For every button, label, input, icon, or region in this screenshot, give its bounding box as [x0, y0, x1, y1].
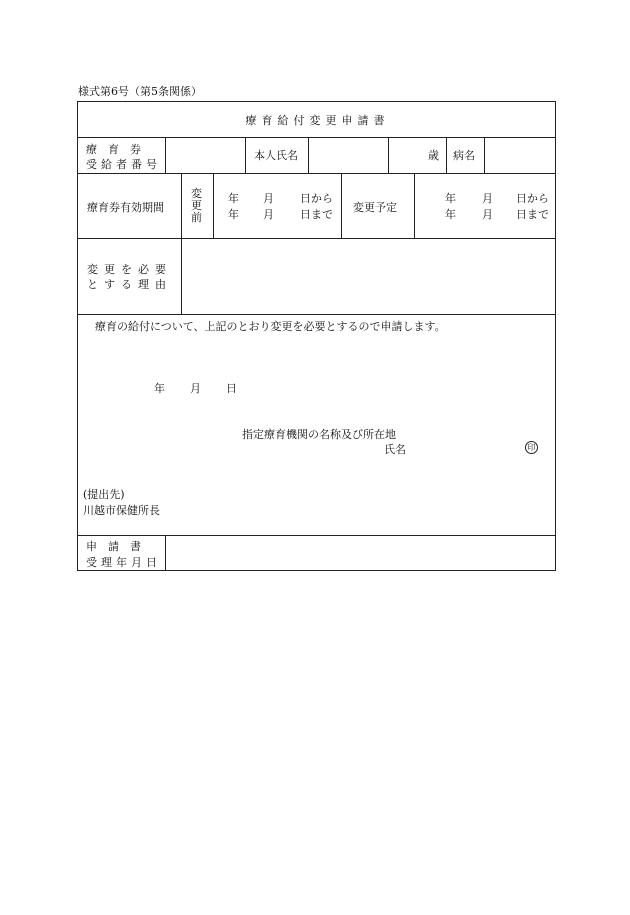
- after-to-day: 日まで: [516, 208, 549, 221]
- form-number: 様式第6号（第5条関係）: [78, 85, 202, 98]
- reason-label-line2: とする理由: [87, 278, 172, 291]
- row1-sep-3: [308, 138, 309, 173]
- form-title: 療育給付変更申請書: [245, 114, 390, 127]
- date-day: 日: [226, 382, 237, 395]
- declaration-text: 療育の給付について、上記のとおり変更を必要とするので申請します。: [95, 320, 446, 333]
- after-from-month: 月: [482, 192, 493, 205]
- divider-row1: [78, 173, 555, 174]
- after-from-year: 年: [445, 192, 456, 205]
- after-from-day: 日から: [516, 192, 549, 205]
- divider-declaration: [78, 535, 555, 536]
- planned-label: 変更予定: [353, 201, 397, 214]
- reason-sep: [181, 239, 182, 314]
- row1-sep-5: [446, 138, 447, 173]
- name-label: 本人氏名: [254, 149, 298, 162]
- row1-sep-2: [245, 138, 246, 173]
- submit-to-label: (提出先): [83, 488, 125, 501]
- row2-sep-4: [414, 174, 415, 238]
- submit-to: 川越市保健所長: [83, 504, 160, 517]
- receipt-label-line2: 受理年月日: [86, 556, 161, 569]
- before-to-year: 年: [228, 208, 239, 221]
- validity-label: 療育券有効期間: [87, 201, 164, 214]
- before-from-month: 月: [263, 192, 274, 205]
- row2-sep-2: [213, 174, 214, 238]
- divider-row2: [78, 238, 555, 239]
- receipt-label-line1: 申 請 書: [86, 540, 141, 553]
- before-from-day: 日から: [300, 192, 333, 205]
- before-change-label: 変更前: [191, 187, 202, 224]
- after-to-year: 年: [445, 208, 456, 221]
- date-year: 年: [154, 382, 165, 395]
- receipt-sep: [165, 536, 166, 570]
- divider-reason: [78, 314, 555, 315]
- institution-label: 指定療育機関の名称及び所在地: [242, 428, 396, 441]
- signer-label: 氏名: [384, 443, 406, 456]
- row2-sep-3: [341, 174, 342, 238]
- row1-sep-6: [484, 138, 485, 173]
- after-to-month: 月: [482, 208, 493, 221]
- before-to-day: 日まで: [300, 208, 333, 221]
- before-from-year: 年: [228, 192, 239, 205]
- reason-label-line1: 変更を必要: [87, 263, 172, 276]
- age-unit: 歳: [428, 149, 439, 162]
- disease-label: 病名: [453, 149, 475, 162]
- date-month: 月: [190, 382, 201, 395]
- before-to-month: 月: [263, 208, 274, 221]
- seal-mark-icon: 印: [525, 441, 538, 454]
- application-form: [77, 101, 556, 571]
- row2-sep-1: [181, 174, 182, 238]
- row1-sep-4: [388, 138, 389, 173]
- card-label-line2: 受給者番号: [86, 158, 161, 171]
- card-label-line1: 療 育 券: [86, 143, 141, 156]
- row1-sep-1: [165, 138, 166, 173]
